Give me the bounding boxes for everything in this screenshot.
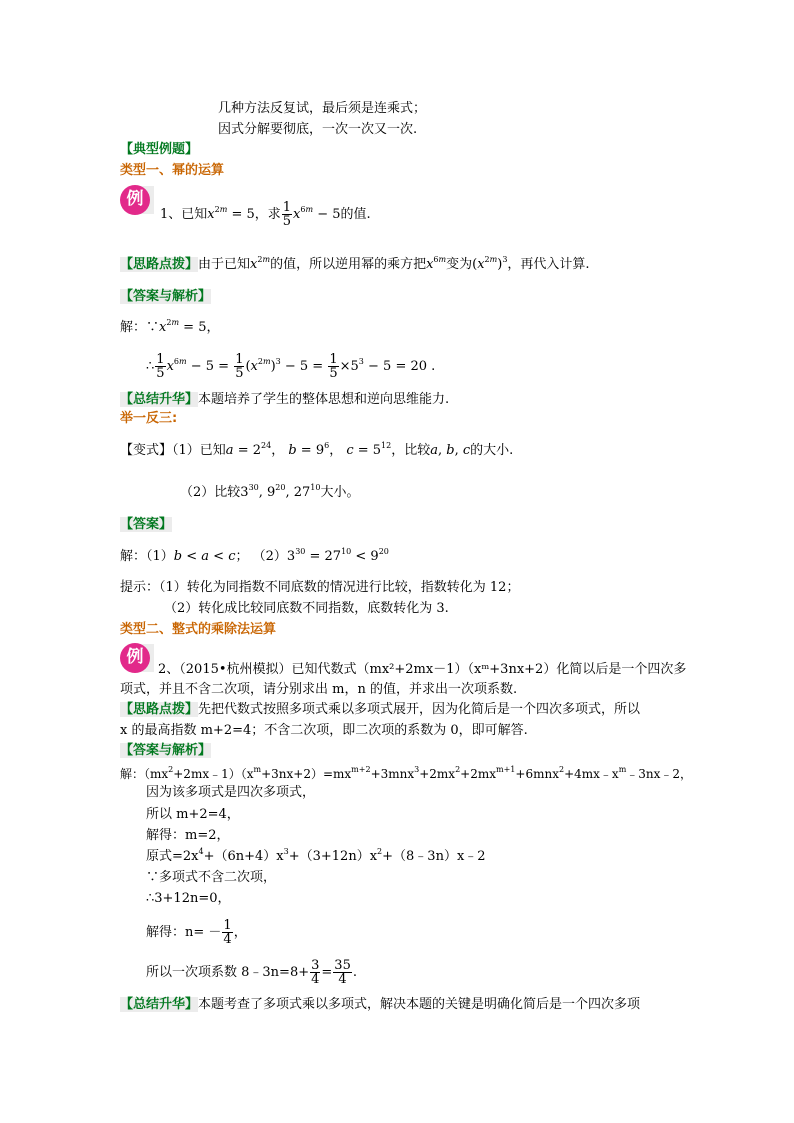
example2-problem-line-2: 项式，并且不含二次项，请分别求出 m，n 的值，并求出一次项系数. bbox=[120, 682, 518, 697]
example2-step-1: 因为该多项式是四次多项式， bbox=[146, 785, 316, 800]
variant-answer: 解：（1）b < a < c； $(2)3^{30} = 27^{10} < 9^{20}$ bbox=[120, 547, 389, 564]
example1-solution-derivation: ∴ $\frac{1}{5}$ $x^{6m} - 5$ = $\frac{1}{5}$ $(x^{2m})^3 - 5$ = $\frac{1}{5}$ $\times 5^3 - 5 = 20$ . bbox=[146, 352, 436, 381]
example2-step-3: 解得：m=2， bbox=[146, 828, 230, 843]
example2-step-5: ∵多项式不含二次项， bbox=[146, 870, 277, 885]
example1-solution-given: 解：$\because x^{2m} = 5$， bbox=[120, 318, 220, 335]
extend-label: 举一反三: bbox=[120, 411, 178, 426]
variant-tip-1: 提示：（1）转化为同指数不同底数的情况进行比较，指数转化为 12； bbox=[120, 580, 520, 595]
example2-answer-label: 【答案与解析】 bbox=[120, 743, 212, 758]
variant-answer-label: 【答案】 bbox=[120, 517, 173, 532]
type1-heading: 类型一、幂的运算 bbox=[120, 163, 225, 178]
variant-tip-2: （2）转化成比较同底数不同指数，底数转化为 3. bbox=[164, 601, 449, 616]
example2-step-2: 所以 m+2=4， bbox=[146, 807, 240, 822]
example2-summary: 【总结升华】本题考查了多项式乘以多项式，解决本题的关键是明确化简后是一个四次多项 bbox=[120, 997, 641, 1012]
rhyme-line-1: 几种方法反复试，最后须是连乘式； bbox=[218, 101, 427, 116]
example2-problem-line-1: 2、（2015•杭州模拟）已知代数式（mx²+2mx－1）（xᵐ+3nx+2）化简以后是一个四次多 bbox=[158, 662, 687, 677]
example2-step-7: 解得：n= － $\frac{1}{4}$ ， bbox=[146, 918, 247, 947]
example1-summary: 【总结升华】本题培养了学生的整体思想和逆向思维能力. bbox=[120, 392, 450, 407]
example2-step-8: 所以一次项系数 8﹣3n=8+ $\frac{3}{4}$ = $\frac{35}{4}$ . bbox=[146, 958, 357, 987]
example2-step-4: 原式$=2x^4+(6n+4)x^3+(3+12n)x^2+(8﹣3n)x﹣2$ bbox=[146, 847, 486, 864]
example1-hint: 【思路点拨】由于已知$x^{2m}$的值，所以逆用幂的乘方把$x^{6m}$变为$(x^{2m})^3$，再代入计算. bbox=[120, 255, 590, 272]
example1-answer-label: 【答案与解析】 bbox=[120, 289, 212, 304]
variant-1: 【变式】（1）已知$a = 2^{24}$， $b = 9^6$， $c = 5^{12}$，比较a, b, c的大小. bbox=[120, 441, 514, 458]
example2-expansion: 解：$(mx^2+2mx﹣1)(x^m+3nx+2)=mx^{m+2}+3mnx^3+2mx^2+2mx^{m+1}+6mnx^2+4mx﹣x^m﹣3nx﹣2$， bbox=[120, 765, 693, 781]
rhyme-line-2: 因式分解要彻底，一次一次又一次. bbox=[218, 122, 418, 137]
type2-heading: 类型二、整式的乘除法运算 bbox=[120, 622, 277, 637]
example-badge-icon: 例 bbox=[120, 185, 150, 215]
example2-hint-line-1: 【思路点拨】先把代数式按照多项式乘以多项式展开，因为化简后是一个四次多项式，所以 bbox=[120, 702, 641, 717]
example2-step-6: ∴3+12n=0， bbox=[146, 891, 231, 906]
example1-problem: 1、已知$x^{2m} = 5$，求 $\frac{1}{5}$ $x^{6m} - 5$的值. bbox=[160, 200, 371, 229]
variant-2: （2）比较$3^{30}$, $9^{20}$, $27^{10}$大小。 bbox=[180, 483, 360, 500]
example2-hint-line-2: x 的最高指数 m+2=4；不含二次项，即二次项的系数为 0，即可解答. bbox=[120, 723, 528, 738]
example-badge-icon-2: 例 bbox=[120, 643, 150, 673]
section-typical-examples: 【典型例题】 bbox=[120, 142, 199, 157]
